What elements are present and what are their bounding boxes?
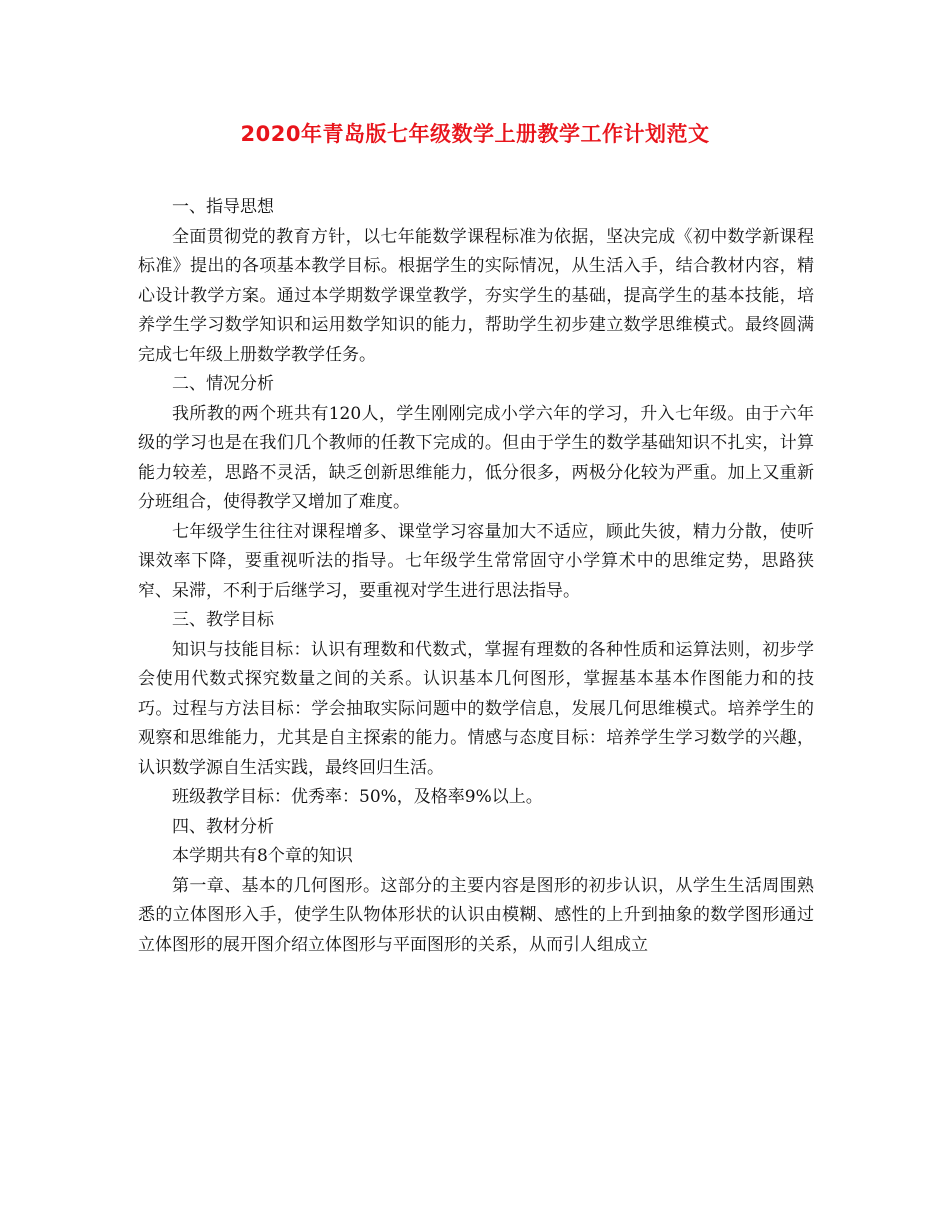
document-body [138,193,814,960]
paragraph: 本学期共有8个章的知识 [172,846,353,866]
document-title: 2020年青岛版七年级数学上册教学工作计划范文 [240,122,710,146]
paragraph: 第一章、基本的几何图形。这部分的主要内容是图形的初步认识，从学生生活周围熟悉的立体图形入手，使学生队物体形状的认识由模糊、感性的上升到抽象的数学图形通过立体图形的展开图介绍立体图形与平面图形的关系，从而引人组成立 [138,875,814,955]
paragraph: 全面贯彻党的教育方针，以七年能数学课程标准为依据，坚决完成《初中数学新课程标准》提出的各项基本教学目标。根据学生的实际情况，从生活入手，结合教材内容，精心设计教学方案。通过本学期数学课堂教学，夯实学生的基础，提高学生的基本技能，培养学生学习数学知识和运用数学知识的能力，帮助学生初步建立数学思维模式。最终圆满完成七年级上册数学教学任务。 [138,226,814,365]
paragraph: 班级教学目标：优秀率：50%，及格率9%以上。 [172,787,543,807]
section-heading-guiding-ideology: 一、指导思想 [172,197,274,217]
paragraph: 知识与技能目标：认识有理数和代数式，掌握有理数的各种性质和运算法则，初步学会使用代数式探究数量之间的关系。认识基本几何图形，掌握基本基本作图能力和的技巧。过程与方法目标：学会抽取实际问题中的数学信息，发展几何思维模式。培养学生的观察和思维能力，尤其是自主探索的能力。情感与态度目标：培养学生学习数学的兴趣，认识数学源自生活实践，最终回归生活。 [138,639,814,778]
paragraph: 七年级学生往往对课程增多、课堂学习容量加大不适应，顾此失彼，精力分散，使听课效率下降，要重视听法的指导。七年级学生常常固守小学算术中的思维定势，思路狭窄、呆滞，不利于后继学习，要重视对学生进行思法指导。 [138,521,814,601]
section-heading-situation-analysis: 二、情况分析 [172,374,274,394]
section-heading-teaching-goals: 三、教学目标 [172,610,274,630]
section-heading-textbook-analysis: 四、教材分析 [172,816,274,837]
paragraph: 我所教的两个班共有120人，学生刚刚完成小学六年的学习，升入七年级。由于六年级的学习也是在我们几个教师的任教下完成的。但由于学生的数学基础知识不扎实，计算能力较差，思路不灵活，缺乏创新思维能力，低分很多，两极分化较为严重。加上又重新分班组合，使得教学又增加了难度。 [138,403,814,512]
